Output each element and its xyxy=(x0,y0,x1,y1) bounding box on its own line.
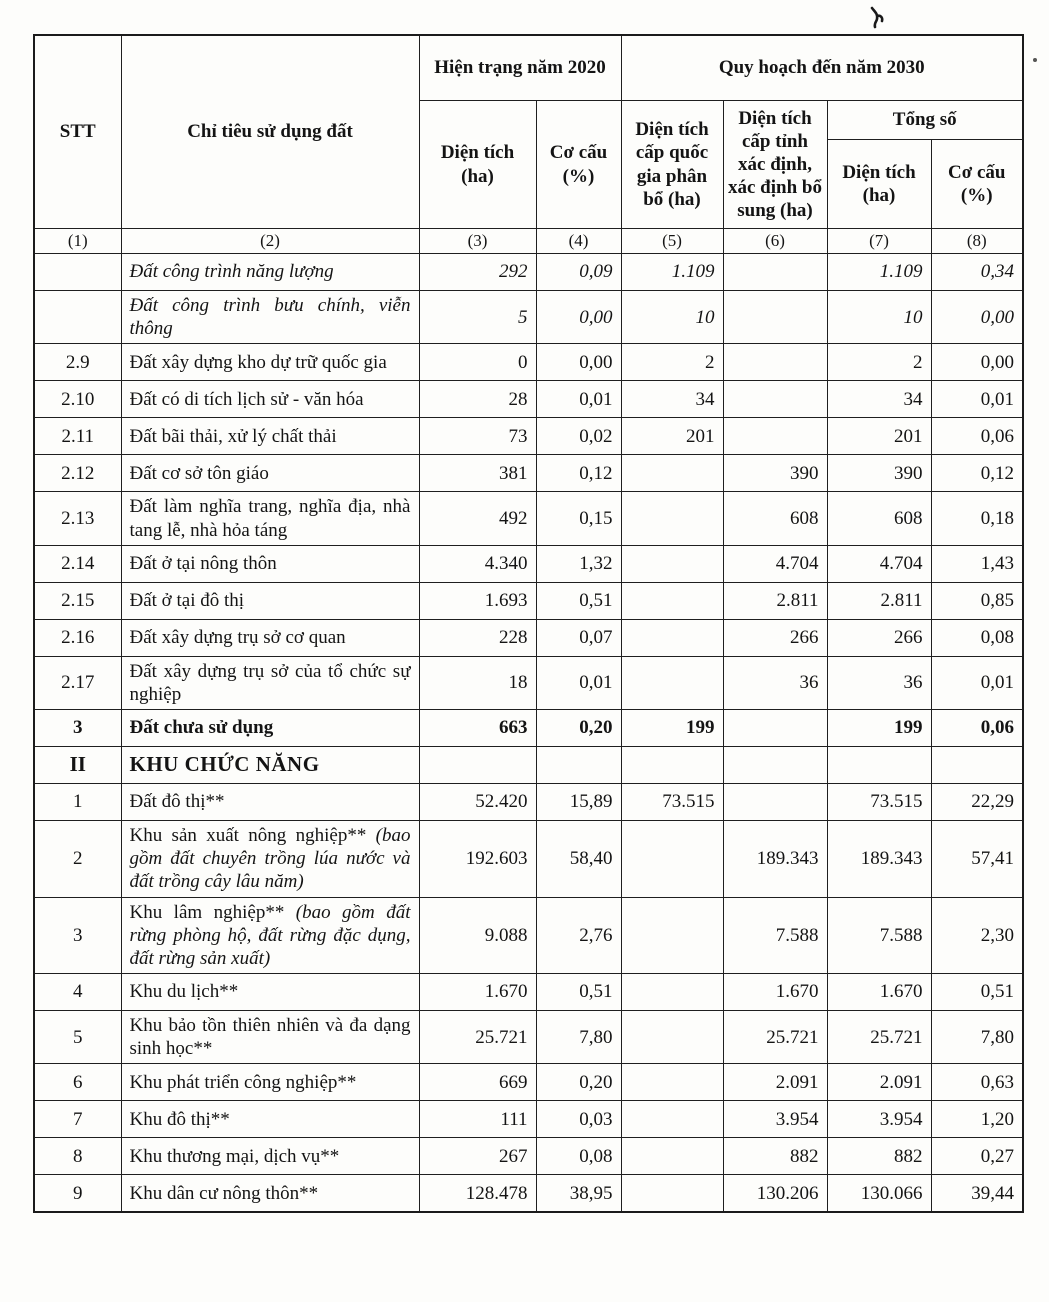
row-value: 111 xyxy=(419,1101,536,1138)
row-value: 192.603 xyxy=(419,821,536,898)
row-value: 0,01 xyxy=(931,656,1023,709)
row-label: Đất ở tại đô thị xyxy=(121,582,419,619)
row-value xyxy=(621,821,723,898)
row-value: 0,06 xyxy=(931,418,1023,455)
row-stt: 4 xyxy=(34,974,121,1011)
row-value: 492 xyxy=(419,492,536,545)
row-stt: II xyxy=(34,747,121,784)
row-value: 34 xyxy=(827,381,931,418)
row-value: 128.478 xyxy=(419,1175,536,1213)
row-value xyxy=(621,897,723,974)
row-label: Khu đô thị** xyxy=(121,1101,419,1138)
row-value: 882 xyxy=(723,1138,827,1175)
row-label: Khu du lịch** xyxy=(121,974,419,1011)
row-value: 73.515 xyxy=(827,784,931,821)
row-stt: 1 xyxy=(34,784,121,821)
row-value: 0 xyxy=(419,344,536,381)
row-value: 1,20 xyxy=(931,1101,1023,1138)
row-stt: 2.10 xyxy=(34,381,121,418)
row-stt xyxy=(34,291,121,344)
row-value: 15,89 xyxy=(536,784,621,821)
row-value: 0,63 xyxy=(931,1064,1023,1101)
table-row xyxy=(34,254,1023,291)
row-value xyxy=(621,582,723,619)
ink-dot xyxy=(1033,58,1037,62)
row-value xyxy=(621,1064,723,1101)
row-value: 0,08 xyxy=(931,619,1023,656)
table-row xyxy=(34,291,1023,344)
table-row xyxy=(34,344,1023,381)
row-stt: 3 xyxy=(34,710,121,747)
row-value: 1.670 xyxy=(723,974,827,1011)
row-value: 0,00 xyxy=(536,291,621,344)
row-value xyxy=(621,492,723,545)
row-value xyxy=(621,619,723,656)
table-row xyxy=(34,545,1023,582)
table-row xyxy=(34,897,1023,974)
row-stt: 6 xyxy=(34,1064,121,1101)
row-value: 0,00 xyxy=(536,344,621,381)
row-value: 1,43 xyxy=(931,545,1023,582)
row-value: 2 xyxy=(621,344,723,381)
row-value: 73 xyxy=(419,418,536,455)
row-value: 4.704 xyxy=(827,545,931,582)
row-value: 34 xyxy=(621,381,723,418)
row-label: Đất làm nghĩa trang, nghĩa địa, nhà tang lễ, nhà hỏa táng xyxy=(121,492,419,545)
row-value xyxy=(723,747,827,784)
row-value: 1.670 xyxy=(419,974,536,1011)
row-value xyxy=(621,1138,723,1175)
table-row xyxy=(34,1064,1023,1101)
row-stt: 7 xyxy=(34,1101,121,1138)
header-indicator: Chỉ tiêu sử dụng đất xyxy=(121,35,419,229)
row-value: 1,32 xyxy=(536,545,621,582)
table-row xyxy=(34,710,1023,747)
row-value: 7.588 xyxy=(827,897,931,974)
row-label: Đất công trình năng lượng xyxy=(121,254,419,291)
row-label: Khu lâm nghiệp** (bao gồm đất rừng phòng hộ, đất rừng đặc dụng, đất rừng sản xuất) xyxy=(121,897,419,974)
header-area-2020: Diện tích (ha) xyxy=(419,101,536,229)
row-value: 0,01 xyxy=(536,381,621,418)
row-value: 10 xyxy=(827,291,931,344)
row-value: 390 xyxy=(827,455,931,492)
row-stt: 2.13 xyxy=(34,492,121,545)
row-value: 0,00 xyxy=(931,291,1023,344)
row-value: 130.066 xyxy=(827,1175,931,1213)
row-value xyxy=(621,545,723,582)
row-value xyxy=(621,1011,723,1064)
table-row xyxy=(34,582,1023,619)
row-value xyxy=(621,455,723,492)
table-row xyxy=(34,821,1023,898)
row-stt: 9 xyxy=(34,1175,121,1213)
row-value: 2,76 xyxy=(536,897,621,974)
row-stt: 2 xyxy=(34,821,121,898)
row-value: 36 xyxy=(827,656,931,709)
row-value: 0,18 xyxy=(931,492,1023,545)
row-value: 266 xyxy=(723,619,827,656)
row-value: 381 xyxy=(419,455,536,492)
row-label: Khu dân cư nông thôn** xyxy=(121,1175,419,1213)
colnum: (4) xyxy=(536,229,621,254)
table-body xyxy=(34,254,1023,1213)
row-value xyxy=(536,747,621,784)
row-value: 608 xyxy=(827,492,931,545)
row-value: 0,20 xyxy=(536,1064,621,1101)
header-provincial-defined: Diện tích cấp tỉnh xác định, xác định bổ sung (ha) xyxy=(723,101,827,229)
row-stt: 2.14 xyxy=(34,545,121,582)
row-value: 201 xyxy=(621,418,723,455)
row-label: Khu sản xuất nông nghiệp** (bao gồm đất chuyên trồng lúa nước và đất trồng cây lâu năm) xyxy=(121,821,419,898)
column-number-row xyxy=(34,229,1023,254)
row-value: 390 xyxy=(723,455,827,492)
row-value: 0,20 xyxy=(536,710,621,747)
row-label: Đất chưa sử dụng xyxy=(121,710,419,747)
row-value: 0,02 xyxy=(536,418,621,455)
row-value: 1.109 xyxy=(827,254,931,291)
table-row xyxy=(34,1011,1023,1064)
row-value: 36 xyxy=(723,656,827,709)
row-value: 0,01 xyxy=(931,381,1023,418)
header-national-alloc: Diện tích cấp quốc gia phân bổ (ha) xyxy=(621,101,723,229)
row-value: 199 xyxy=(621,710,723,747)
row-stt: 2.15 xyxy=(34,582,121,619)
row-value xyxy=(621,974,723,1011)
row-value xyxy=(723,254,827,291)
row-value: 5 xyxy=(419,291,536,344)
row-value: 0,12 xyxy=(931,455,1023,492)
row-value: 663 xyxy=(419,710,536,747)
row-value: 4.704 xyxy=(723,545,827,582)
row-value: 0,51 xyxy=(536,974,621,1011)
row-value: 25.721 xyxy=(827,1011,931,1064)
row-value: 38,95 xyxy=(536,1175,621,1213)
row-value: 4.340 xyxy=(419,545,536,582)
row-value: 7,80 xyxy=(536,1011,621,1064)
row-value: 2.091 xyxy=(723,1064,827,1101)
row-stt: 2.11 xyxy=(34,418,121,455)
table-row xyxy=(34,1101,1023,1138)
table-row xyxy=(34,747,1023,784)
row-value: 0,85 xyxy=(931,582,1023,619)
row-value: 0,07 xyxy=(536,619,621,656)
row-value xyxy=(723,710,827,747)
row-label: Đất cơ sở tôn giáo xyxy=(121,455,419,492)
row-value: 0,08 xyxy=(536,1138,621,1175)
colnum: (7) xyxy=(827,229,931,254)
row-label: Đất ở tại nông thôn xyxy=(121,545,419,582)
row-stt: 2.17 xyxy=(34,656,121,709)
table-row xyxy=(34,455,1023,492)
table-row xyxy=(34,1138,1023,1175)
row-value: 0,51 xyxy=(536,582,621,619)
row-value: 39,44 xyxy=(931,1175,1023,1213)
row-value: 0,12 xyxy=(536,455,621,492)
header-planning-2030: Quy hoạch đến năm 2030 xyxy=(621,35,1023,101)
row-value: 1.109 xyxy=(621,254,723,291)
row-label: Khu bảo tồn thiên nhiên và đa dạng sinh học** xyxy=(121,1011,419,1064)
row-value xyxy=(723,381,827,418)
row-value: 201 xyxy=(827,418,931,455)
row-value xyxy=(827,747,931,784)
ink-mark xyxy=(866,6,888,30)
table-row xyxy=(34,1175,1023,1213)
row-value: 9.088 xyxy=(419,897,536,974)
row-value: 199 xyxy=(827,710,931,747)
row-stt xyxy=(34,254,121,291)
header-current-2020: Hiện trạng năm 2020 xyxy=(419,35,621,101)
colnum: (1) xyxy=(34,229,121,254)
row-value: 2.811 xyxy=(827,582,931,619)
row-value xyxy=(723,291,827,344)
table-row xyxy=(34,656,1023,709)
row-value: 2.811 xyxy=(723,582,827,619)
row-value: 882 xyxy=(827,1138,931,1175)
row-value: 267 xyxy=(419,1138,536,1175)
row-value: 228 xyxy=(419,619,536,656)
row-label: Khu phát triển công nghiệp** xyxy=(121,1064,419,1101)
row-stt: 2.9 xyxy=(34,344,121,381)
header-stt: STT xyxy=(34,35,121,229)
header-area-total: Diện tích (ha) xyxy=(827,140,931,229)
row-stt: 2.16 xyxy=(34,619,121,656)
land-use-table xyxy=(33,34,1024,1213)
row-value xyxy=(723,418,827,455)
row-value: 18 xyxy=(419,656,536,709)
row-value xyxy=(723,784,827,821)
row-label: Đất xây dựng trụ sở cơ quan xyxy=(121,619,419,656)
row-value: 0,03 xyxy=(536,1101,621,1138)
row-value: 189.343 xyxy=(827,821,931,898)
row-value xyxy=(723,344,827,381)
header-total: Tổng số xyxy=(827,101,1023,140)
row-value: 2.091 xyxy=(827,1064,931,1101)
colnum: (8) xyxy=(931,229,1023,254)
row-value xyxy=(621,747,723,784)
row-value: 292 xyxy=(419,254,536,291)
row-label: Đất công trình bưu chính, viễn thông xyxy=(121,291,419,344)
row-value: 2 xyxy=(827,344,931,381)
row-value xyxy=(621,1175,723,1213)
colnum: (6) xyxy=(723,229,827,254)
row-label: Khu thương mại, dịch vụ** xyxy=(121,1138,419,1175)
row-value: 0,34 xyxy=(931,254,1023,291)
row-stt: 8 xyxy=(34,1138,121,1175)
row-value: 7.588 xyxy=(723,897,827,974)
row-value: 608 xyxy=(723,492,827,545)
row-value: 73.515 xyxy=(621,784,723,821)
row-value: 1.670 xyxy=(827,974,931,1011)
table-row xyxy=(34,418,1023,455)
row-value xyxy=(621,656,723,709)
colnum: (2) xyxy=(121,229,419,254)
row-value: 189.343 xyxy=(723,821,827,898)
row-stt: 3 xyxy=(34,897,121,974)
row-value: 7,80 xyxy=(931,1011,1023,1064)
row-value xyxy=(931,747,1023,784)
row-value: 0,51 xyxy=(931,974,1023,1011)
row-label: Đất xây dựng trụ sở của tổ chức sự nghiệp xyxy=(121,656,419,709)
colnum: (3) xyxy=(419,229,536,254)
row-value xyxy=(621,1101,723,1138)
row-value: 57,41 xyxy=(931,821,1023,898)
row-stt: 5 xyxy=(34,1011,121,1064)
row-label: Đất bãi thải, xử lý chất thải xyxy=(121,418,419,455)
row-value: 28 xyxy=(419,381,536,418)
row-value xyxy=(419,747,536,784)
header-structure-total: Cơ cấu (%) xyxy=(931,140,1023,229)
row-label: KHU CHỨC NĂNG xyxy=(121,747,419,784)
row-value: 1.693 xyxy=(419,582,536,619)
table-row xyxy=(34,381,1023,418)
header-structure-2020: Cơ cấu (%) xyxy=(536,101,621,229)
table-row xyxy=(34,619,1023,656)
row-value: 0,06 xyxy=(931,710,1023,747)
row-value: 130.206 xyxy=(723,1175,827,1213)
row-label: Đất đô thị** xyxy=(121,784,419,821)
row-value: 25.721 xyxy=(419,1011,536,1064)
row-value: 52.420 xyxy=(419,784,536,821)
row-value: 0,01 xyxy=(536,656,621,709)
row-value: 58,40 xyxy=(536,821,621,898)
row-value: 0,09 xyxy=(536,254,621,291)
row-stt: 2.12 xyxy=(34,455,121,492)
row-value: 22,29 xyxy=(931,784,1023,821)
row-label: Đất xây dựng kho dự trữ quốc gia xyxy=(121,344,419,381)
table-row xyxy=(34,492,1023,545)
table-header xyxy=(34,35,1023,254)
row-value: 0,27 xyxy=(931,1138,1023,1175)
row-value: 0,00 xyxy=(931,344,1023,381)
row-value: 3.954 xyxy=(723,1101,827,1138)
row-value: 3.954 xyxy=(827,1101,931,1138)
table-row xyxy=(34,974,1023,1011)
row-value: 266 xyxy=(827,619,931,656)
row-label: Đất có di tích lịch sử - văn hóa xyxy=(121,381,419,418)
row-value: 25.721 xyxy=(723,1011,827,1064)
row-value: 0,15 xyxy=(536,492,621,545)
table-row xyxy=(34,784,1023,821)
row-value: 10 xyxy=(621,291,723,344)
colnum: (5) xyxy=(621,229,723,254)
row-value: 2,30 xyxy=(931,897,1023,974)
row-value: 669 xyxy=(419,1064,536,1101)
